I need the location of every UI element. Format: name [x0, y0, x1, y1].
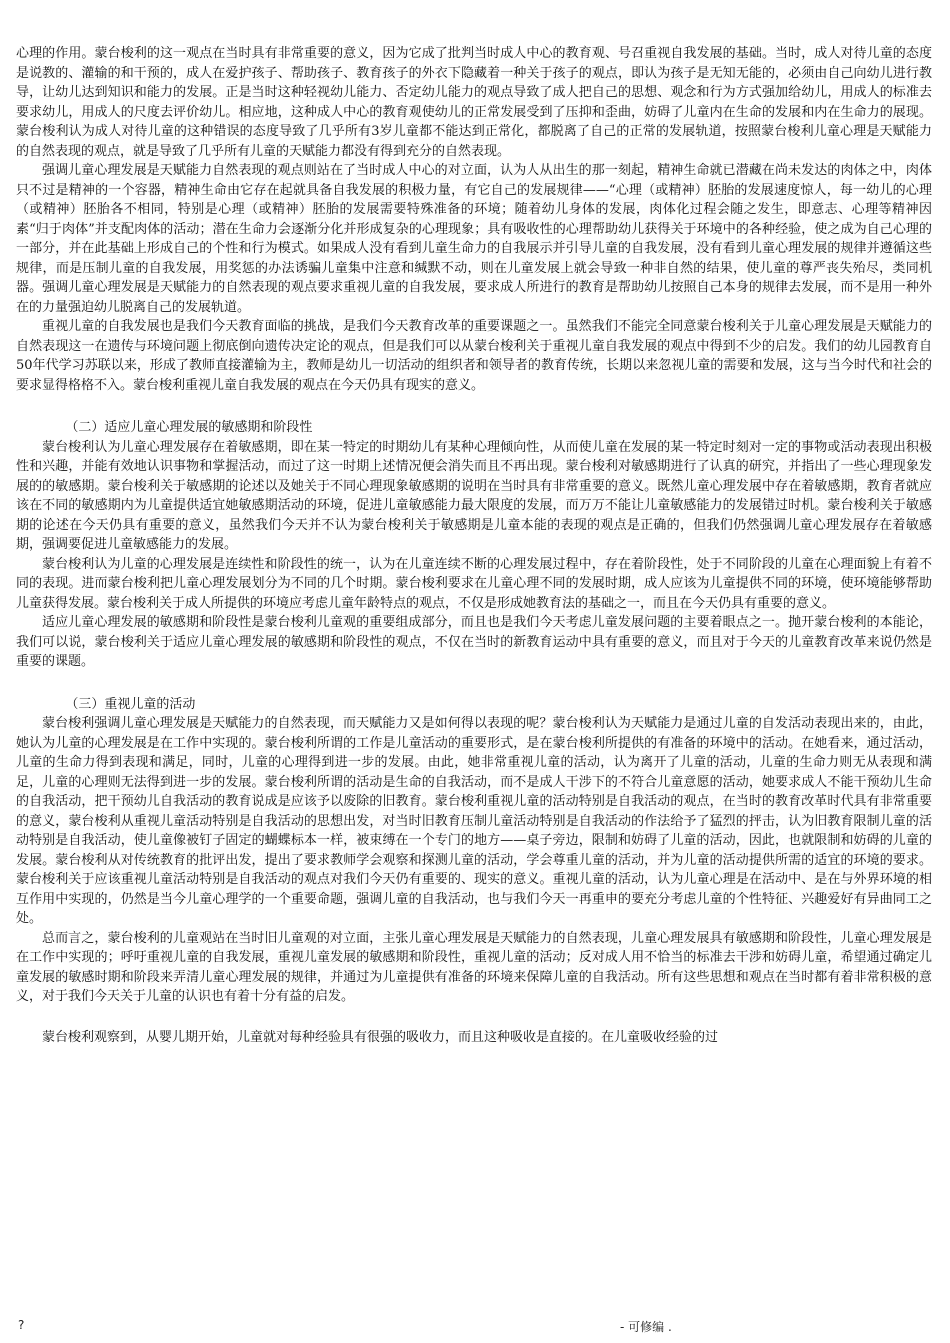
paragraph-4: 蒙台梭利认为儿童心理发展存在着敏感期，即在某一特定的时期幼儿有某种心理倾向性，从而使儿童在发展的某一特定时刻对一定的事物或活动表现出积极性和兴趣，并能有效地认识事物和掌握活动，而过了这一时期上述情况便会消失而且不再出现。蒙台梭利对敏感期进行了认真的研究，并指出了一些心理现象发展的的敏感期。蒙台梭利关于敏感期的论述以及她关于不同心理现象敏感期的说明在当时具有非常重要的意义。既然儿童心理发展中存在着敏感期，教育者就应该在不同的敏感期内为儿童提供适宜她敏感期活动的环境，促进儿童敏感能力最大限度的发展，而万万不能让儿童敏感能力的发展错过时机。蒙台梭利关于敏感期的论述在今天仍具有重要的意义，虽然我们今天并不认为蒙台梭利关于敏感期是儿童本能的表现的观点是正确的，但我们仍然强调儿童心理发展存在着敏感期，强调要促进儿童敏感能力的发展。 — [16, 439, 932, 552]
paragraph-2: 强调儿童心理发展是天赋能力自然表现的观点则站在了当时成人中心的对立面，认为人从出生的那一刻起，精神生命就已潜藏在尚未发达的肉体之中，肉体只不过是精神的一个容器，精神生命由它存在起就具备自我发展的积极力量，有它自己的发展规律——“心理（或精神）胚胎的发展速度惊人，每一幼儿的心理（或精神）胚胎各不相同，特别是心理（或精神）胚胎的发展需要特殊准备的环境；随着幼儿身体的发展，肉体化过程会随之发生，即意志、心理等精神因素“归于肉体”并支配肉体的活动；潜在生命力会逐渐分化并形成复杂的心理现象；具有吸收性的心理帮助幼儿获得关于环境中的各种经验，使之成为自己心理的一部分，并在此基础上形成自己的个性和行为模式。如果成人没有看到儿童生命力的自我展示并引导儿童的自我发展，没有看到儿童心理发展的规律并遵循这些规律，而是压制儿童的自我发展，用奖惩的办法诱骗儿童集中注意和缄默不动，则在儿童发展上就会导致一种非自然的结果，使儿童的尊严丧失殆尽，类同机器。强调儿童心理发展是天赋能力的自然表现的观点要求重视儿童的自我发展，要求成人所进行的教育是帮助幼儿按照自己本身的规律去发展，而不是用一种外在的力量强迫幼儿脱离自己的发展轨道。 — [16, 163, 932, 315]
footer-page-marker: ? — [18, 1318, 25, 1332]
section-heading-2: （二）适应儿童心理发展的敏感期和阶段性 — [65, 420, 313, 435]
paragraph-3: 重视儿童的自我发展也是我们今天教育面临的挑战，是我们今天教育改革的重要课题之一。虽然我们不能完全同意蒙台梭利关于儿童心理发展是天赋能力的自然表现这一在遗传与环境问题上彻底倒向遗传决定论的观点，但是我们可以从蒙台梭利关于重视儿童自我发展的观点中得到不少的启发。我们的幼儿园教育自50年代学习苏联以来，形成了教师直接灌输为主，教师是幼儿一切活动的组织者和领导者的教育传统，长期以来忽视儿童的需要和发展，这与当今时代和社会的要求显得格格不入。蒙台梭利重视儿童自我发展的观点在今天仍具有现实的意义。 — [16, 319, 932, 393]
paragraph-9: 蒙台梭利观察到，从婴儿期开始，儿童就对每种经验具有很强的吸收力，而且这种吸收是直接的。在儿童吸收经验的过 — [42, 1029, 719, 1045]
paragraph-6: 适应儿童心理发展的敏感期和阶段性是蒙台梭利儿童观的重要组成部分，而且也是我们今天考虑儿童发展问题的主要着眼点之一。抛开蒙台梭利的本能论，我们可以说，蒙台梭利关于适应儿童心理发展的敏感期和阶段性的观点，不仅在当时的新教育运动中具有重要的意义，而且对于今天的儿童教育改革来说仍然是重要的课题。 — [16, 615, 932, 669]
footer-editable-note: - 可修编 . — [620, 1320, 672, 1334]
document-body — [16, 44, 932, 1047]
paragraph-1: 心理的作用。蒙台梭利的这一观点在当时具有非常重要的意义，因为它成了批判当时成人中心的教育观、号召重视自我发展的基础。当时，成人对待儿童的态度是说教的、灌输的和干预的，成人在爱护孩子、帮助孩子、教育孩子的外衣下隐藏着一种关于孩子的观点，即认为孩子是无知无能的，必须由自己向幼儿进行教导，让幼儿达到知识和能力的发展。正是当时这种轻视幼儿能力、否定幼儿能力的观点导致了成人把自己的思想、观念和行为方式强加给幼儿，用成人的标准去要求幼儿，用成人的尺度去评价幼儿。相应地，这种成人中心的教育观使幼儿的正常发展受到了压抑和歪曲，妨碍了儿童内在生命的发展和内在生命力的展现。蒙台梭利认为成人对待儿童的这种错误的态度导致了几乎所有3岁儿童都不能达到正常化，都脱离了自己的正常的发展轨道，按照蒙台梭利儿童心理是天赋能力的自然表现的观点，就是导致了几乎所有儿童的天赋能力都没有得到充分的自然表现。 — [16, 46, 932, 159]
section-heading-3: （三）重视儿童的活动 — [65, 696, 196, 712]
paragraph-8: 总而言之，蒙台梭利的儿童观站在当时旧儿童观的对立面，主张儿童心理发展是天赋能力的自然表现，儿童心理发展具有敏感期和阶段性，儿童心理发展是在工作中实现的；呼吁重视儿童的自我发展，重视儿童发展的敏感期和阶段性，重视儿童的活动；反对成人用不恰当的标准去干涉和妨碍儿童，希望通过确定儿童发展的敏感时期和阶段来弄清儿童心理发展的规律，并通过为儿童提供有准备的环境来保障儿童的自我活动。所有这些思想和观点在当时都有着非常积极的意义，对于我们今天关于儿童的认识也有着十分有益的启发。 — [16, 930, 932, 1004]
paragraph-7: 蒙台梭利强调儿童心理发展是天赋能力的自然表现，而天赋能力又是如何得以表现的呢？蒙台梭利认为天赋能力是通过儿童的自发活动表现出来的，由此，她认为儿童的心理发展是在工作中实现的。蒙台梭利所谓的工作是儿童活动的重要形式，是在蒙台梭利所提供的有准备的环境中的活动。在她看来，通过活动，儿童的生命力得到表现和满足，同时，儿童的心理得到进一步的发展。由此，她非常重视儿童的活动，认为离开了儿童的活动，儿童的生命力则无从表现和满足，儿童的心理则无法得到进一步的发展。蒙台梭利所谓的活动是生命的自我活动，而不是成人干涉下的不符合儿童意愿的活动，她要求成人不能干预幼儿生命的自我活动，把干预幼儿自我活动的教育说成是应该予以废除的旧教育。蒙台梭利重视儿童的活动特别是自我活动的观点，在当时的教育改革时代具有非常重要的意义，蒙台梭利从重视儿童活动特别是自我活动的思想出发，对当时旧教育压制儿童活动特别是自我活动的作法给予了猛烈的抨击，认为旧教育限制儿童的活动特别是自我活动，使儿童像被钉子固定的蝴蝶标本一样，被束缚在一个专门的地方——桌子旁边，限制和妨碍了儿童的活动，因此，也就限制和妨碍的儿童的发展。蒙台梭利从对传统教育的批评出发，提出了要求教师学会观察和探测儿童的活动，学会尊重儿童的活动，并为儿童的活动提供所需的适宜的环境的要求。蒙台梭利关于应该重视儿童活动特别是自我活动的观点对我们今天仍有重要的、现实的意义。重视儿童的活动，认为儿童心理是在活动中、是在与外界环境的相互作用中实现的，仍然是当今儿童心理学的一个重要命题，强调儿童的自我活动，也与我们今天一再重申的要充分考虑儿童的个性特征、兴趣爱好有异曲同工之处。 — [16, 716, 932, 926]
paragraph-5: 蒙台梭利认为儿童的心理发展是连续性和阶段性的统一，认为在儿童连续不断的心理发展过程中，存在着阶段性，处于不同阶段的儿童在心理面貌上有着不同的表现。进而蒙台梭利把儿童心理发展划分为不同的几个时期。蒙台梭利要求在儿童心理不同的发展时期，成人应该为儿童提供不同的环境，使环境能够帮助儿童获得发展。蒙台梭利关于成人所提供的环境应考虑儿童年龄特点的观点，不仅是形成她教育法的基础之一，而且在今天仍具有重要的意义。 — [16, 556, 932, 611]
